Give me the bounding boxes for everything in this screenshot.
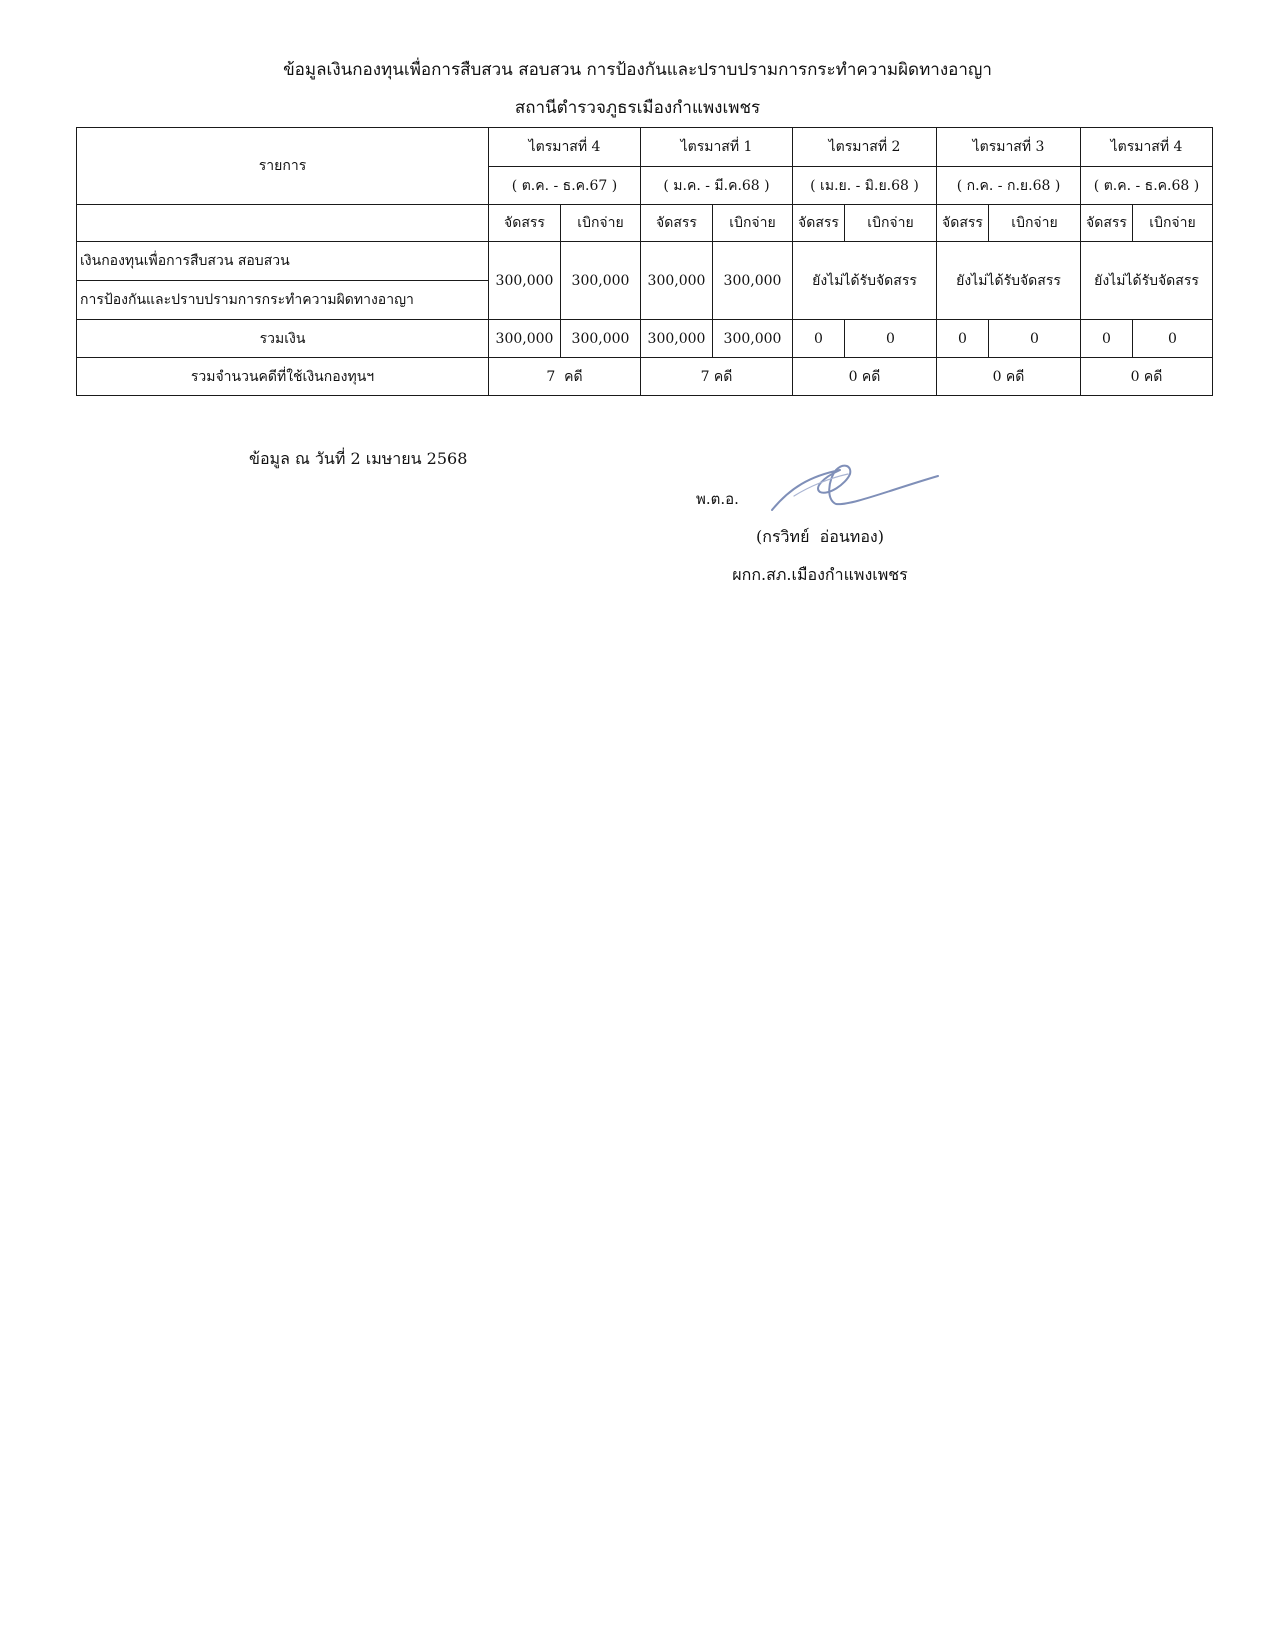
total-value-cell: 300,000 xyxy=(641,320,713,358)
quarter-period: ( ม.ค. - มี.ค.68 ) xyxy=(641,167,793,205)
allocated-header: จัดสรร xyxy=(641,205,713,242)
signer-position: ผกก.สภ.เมืองกำแพงเพชร xyxy=(732,565,908,584)
fund-value-cell: 300,000 xyxy=(641,242,713,320)
cases-value-cell: 0 คดี xyxy=(1081,358,1213,396)
fund-value-cell: 300,000 xyxy=(489,242,561,320)
cases-value-cell: 7 คดี xyxy=(641,358,793,396)
total-value-cell: 0 xyxy=(1133,320,1213,358)
disbursed-header: เบิกจ่าย xyxy=(845,205,937,242)
disbursed-header: เบิกจ่าย xyxy=(713,205,793,242)
handwritten-signature xyxy=(770,448,940,518)
total-value-cell: 0 xyxy=(1081,320,1133,358)
signer-rank: พ.ต.อ. xyxy=(696,490,739,508)
quarter-period: ( ต.ค. - ธ.ค.67 ) xyxy=(489,167,641,205)
cases-value-cell: 7 คดี xyxy=(489,358,641,396)
fund-row-label-line1: เงินกองทุนเพื่อการสืบสวน สอบสวน xyxy=(77,242,489,281)
allocated-header: จัดสรร xyxy=(1081,205,1133,242)
cases-value-cell: 0 คดี xyxy=(937,358,1081,396)
total-value-cell: 0 xyxy=(989,320,1081,358)
total-value-cell: 0 xyxy=(937,320,989,358)
report-title: ข้อมูลเงินกองทุนเพื่อการสืบสวน สอบสวน การป้องกันและปราบปรามการกระทำความผิดทางอาญา xyxy=(283,60,992,80)
total-value-cell: 0 xyxy=(793,320,845,358)
disbursed-header: เบิกจ่าย xyxy=(989,205,1081,242)
quarter-header: ไตรมาสที่ 2 xyxy=(793,128,937,167)
total-value-cell: 300,000 xyxy=(561,320,641,358)
quarter-header: ไตรมาสที่ 4 xyxy=(489,128,641,167)
quarter-header: ไตรมาสที่ 3 xyxy=(937,128,1081,167)
disbursed-header: เบิกจ่าย xyxy=(561,205,641,242)
cases-value-cell: 0 คดี xyxy=(793,358,937,396)
fund-value-cell: 300,000 xyxy=(713,242,793,320)
quarter-period: ( ก.ค. - ก.ย.68 ) xyxy=(937,167,1081,205)
allocated-header: จัดสรร xyxy=(489,205,561,242)
quarter-period: ( ต.ค. - ธ.ค.68 ) xyxy=(1081,167,1213,205)
quarter-period: ( เม.ย. - มิ.ย.68 ) xyxy=(793,167,937,205)
item-header: รายการ xyxy=(77,128,489,205)
total-row-label: รวมเงิน xyxy=(77,320,489,358)
fund-report-table xyxy=(76,127,1213,396)
not-allocated-cell: ยังไม่ได้รับจัดสรร xyxy=(1081,242,1213,320)
data-as-of-date: ข้อมูล ณ วันที่ 2 เมษายน 2568 xyxy=(249,449,468,468)
allocated-header: จัดสรร xyxy=(793,205,845,242)
blank-cell xyxy=(77,205,489,242)
fund-value-cell: 300,000 xyxy=(561,242,641,320)
station-name: สถานีตำรวจภูธรเมืองกำแพงเพชร xyxy=(514,98,761,118)
total-value-cell: 0 xyxy=(845,320,937,358)
cases-row-label: รวมจำนวนคดีที่ใช้เงินกองทุนฯ xyxy=(77,358,489,396)
quarter-header: ไตรมาสที่ 1 xyxy=(641,128,793,167)
disbursed-header: เบิกจ่าย xyxy=(1133,205,1213,242)
fund-row-label-line2: การป้องกันและปราบปรามการกระทำความผิดทางอาญา xyxy=(77,281,489,320)
not-allocated-cell: ยังไม่ได้รับจัดสรร xyxy=(937,242,1081,320)
signer-name: (กรวิทย์ อ่อนทอง) xyxy=(756,527,884,546)
total-value-cell: 300,000 xyxy=(713,320,793,358)
quarter-header: ไตรมาสที่ 4 xyxy=(1081,128,1213,167)
total-value-cell: 300,000 xyxy=(489,320,561,358)
not-allocated-cell: ยังไม่ได้รับจัดสรร xyxy=(793,242,937,320)
allocated-header: จัดสรร xyxy=(937,205,989,242)
